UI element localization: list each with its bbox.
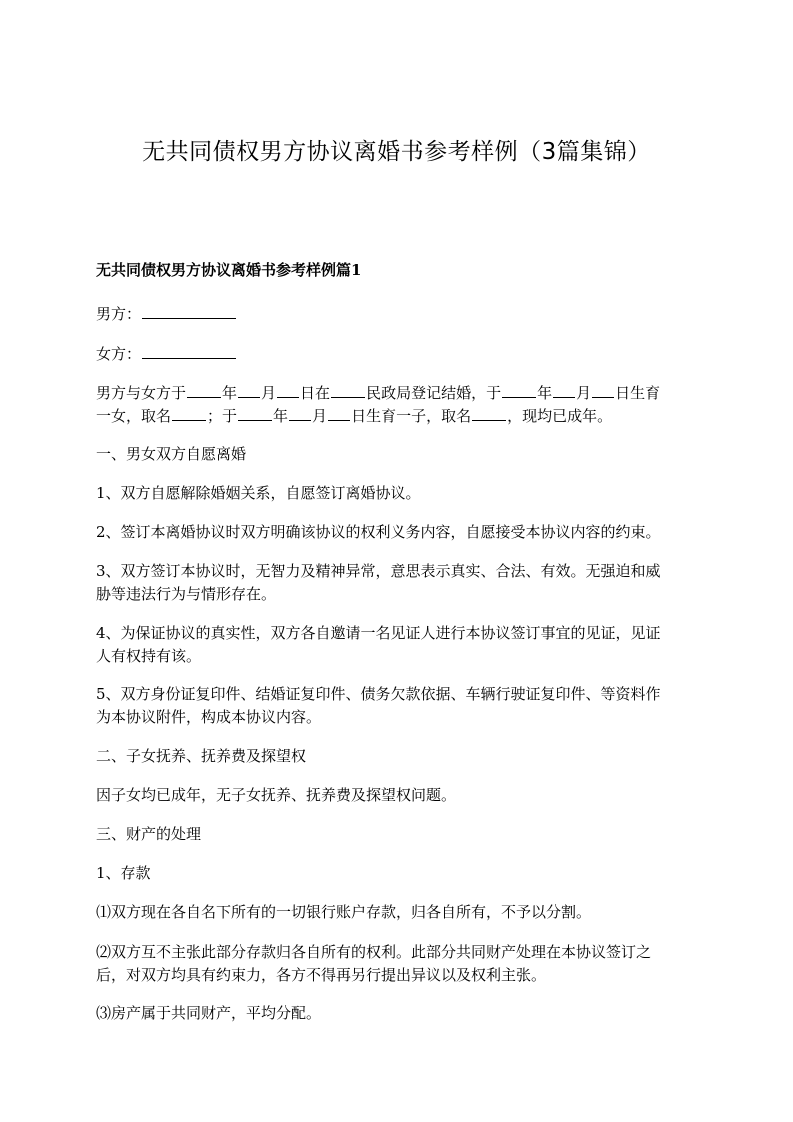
clause-item-4-line1: 4、为保证协议的真实性，双方各自邀请一名见证人进行本协议签订事宜的见证，见证 — [96, 624, 661, 642]
text-fragment: 日生育一子，取名 — [351, 407, 472, 425]
clause-deposit-3: ⑶房产属于共同财产，平均分配。 — [96, 1004, 322, 1022]
year-blank — [502, 396, 536, 398]
text-fragment: 年 — [222, 384, 238, 402]
marriage-paragraph-line2 — [96, 404, 700, 428]
text-fragment: 月 — [312, 407, 328, 425]
clause-deposit-1: ⑴双方现在各自名下所有的一切银行账户存款，归各自所有，不予以分割。 — [96, 903, 592, 921]
month-blank — [289, 419, 311, 421]
month-blank — [553, 396, 575, 398]
day-blank — [328, 419, 350, 421]
clause-deposit-2-line2: 后，对双方均具有约束力，各方不得再另行提出异议以及权利主张。 — [96, 966, 547, 984]
text-fragment: ；于 — [207, 407, 238, 425]
text-fragment: 民政局登记结婚，于 — [366, 384, 502, 402]
daughter-name-blank — [172, 419, 206, 421]
man-label: 男方： — [96, 305, 142, 323]
text-fragment: 年 — [273, 407, 289, 425]
clause-item-5-line1: 5、双方身份证复印件、结婚证复印件、债务欠款依据、车辆行驶证复印件、等资料作 — [96, 685, 661, 703]
marriage-paragraph-line1 — [96, 381, 700, 405]
clause-item-3-line1: 3、双方签订本协议时，无智力及精神异常，意思表示真实、合法、有效。无强迫和威 — [96, 562, 661, 580]
text-fragment: 日生育 — [615, 384, 661, 402]
clause-item-2: 2、签订本离婚协议时双方明确该协议的权利义务内容，自愿接受本协议内容的约束。 — [96, 523, 661, 541]
sub-heading-deposits: 1、存款 — [96, 864, 151, 882]
text-fragment: 一女，取名 — [96, 407, 172, 425]
document-title: 无共同债权男方协议离婚书参考样例（3篇集锦） — [142, 139, 651, 165]
clause-item-1: 1、双方自愿解除婚姻关系，自愿签订离婚协议。 — [96, 484, 421, 502]
clause-deposit-2-line1: ⑵双方互不主张此部分存款归各自所有的权利。此部分共同财产处理在本协议签订之 — [96, 943, 652, 961]
bureau-blank — [331, 396, 365, 398]
year-blank — [187, 396, 221, 398]
text-fragment: 年 — [537, 384, 553, 402]
clause-item-5-line2: 为本协议附件，构成本协议内容。 — [96, 708, 322, 726]
section-heading-2: 二、子女抚养、抚养费及探望权 — [96, 747, 307, 765]
day-blank — [277, 396, 299, 398]
year-blank — [238, 419, 272, 421]
section-heading: 无共同债权男方协议离婚书参考样例篇1 — [96, 261, 362, 279]
text-fragment: 月 — [576, 384, 592, 402]
day-blank — [592, 396, 614, 398]
man-name-blank — [142, 317, 236, 319]
text-fragment: 日在 — [300, 384, 331, 402]
son-name-blank — [472, 419, 506, 421]
section-heading-1: 一、男女双方自愿离婚 — [96, 445, 247, 463]
text-fragment: 男方与女方于 — [96, 384, 187, 402]
woman-name-blank — [142, 357, 236, 359]
section-heading-3: 三、财产的处理 — [96, 825, 202, 843]
section-2-text: 因子女均已成年，无子女抚养、抚养费及探望权问题。 — [96, 786, 457, 804]
month-blank — [238, 396, 260, 398]
man-field-line — [96, 302, 700, 326]
woman-field-line — [96, 342, 700, 366]
text-fragment: ，现均已成年。 — [507, 407, 613, 425]
clause-item-4-line2: 人有权持有该。 — [96, 647, 202, 665]
text-fragment: 月 — [261, 384, 277, 402]
woman-label: 女方： — [96, 345, 142, 363]
clause-item-3-line2: 胁等违法行为与情形存在。 — [96, 585, 277, 603]
